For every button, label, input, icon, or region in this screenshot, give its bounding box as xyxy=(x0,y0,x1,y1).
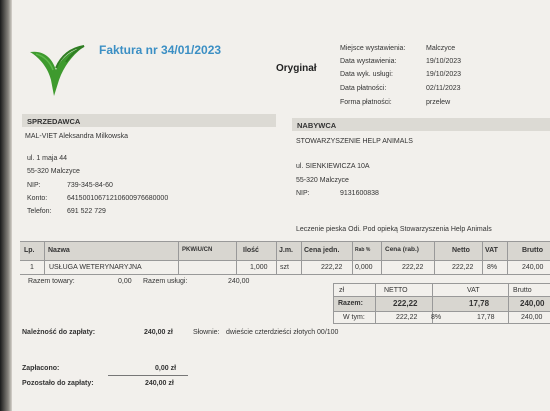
row-net: 222,22 xyxy=(452,264,474,271)
summary-wtym-gross: 240,00 xyxy=(521,314,543,321)
table-line xyxy=(482,241,483,274)
col-header-discount: Rab % xyxy=(355,247,371,253)
seller-account: 64150010671210600976680000 xyxy=(67,195,169,202)
invoice-title: Faktura nr 34/01/2023 xyxy=(99,43,222,57)
remaining-label: Pozostało do zapłaty: xyxy=(22,380,94,387)
col-header-qty: Ilość xyxy=(243,247,259,254)
table-line xyxy=(20,241,550,242)
table-line xyxy=(381,241,382,274)
row-discount: 0,000 xyxy=(355,264,373,271)
meta-value-place: Malczyce xyxy=(426,45,456,52)
col-header-price-after-discount: Cena (rab.) xyxy=(385,246,419,253)
goods-total-value: 0,00 xyxy=(118,278,132,285)
seller-name: MAL-VIET Aleksandra Milkowska xyxy=(25,133,128,140)
buyer-nip-label: NIP: xyxy=(296,190,310,197)
row-name: USŁUGA WETERYNARYJNA xyxy=(49,264,142,271)
row-unit: szt xyxy=(280,264,289,271)
invoice-note: Leczenie pieska Odi. Pod opieką Stowarzyszenia Help Animals xyxy=(296,226,492,233)
seller-street: ul. 1 maja 44 xyxy=(27,155,68,162)
summary-razem-gross: 240,00 xyxy=(520,299,545,308)
col-header-unit-price: Cena jedn. xyxy=(304,247,340,254)
table-line xyxy=(178,241,179,274)
buyer-name: STOWARZYSZENIE HELP ANIMALS xyxy=(296,138,413,145)
services-total-value: 240,00 xyxy=(228,278,250,285)
buyer-heading-bar xyxy=(292,118,550,131)
summary-header-vat: VAT xyxy=(467,287,480,294)
col-header-lp: Lp. xyxy=(24,247,35,254)
goods-total-label: Razem towary: xyxy=(28,278,75,285)
meta-value-issue-date: 19/10/2023 xyxy=(426,58,462,65)
paid-label: Zapłacono: xyxy=(22,365,60,372)
table-line xyxy=(333,283,334,323)
amount-in-words: dwieście czterdzieści złotych 00/100 xyxy=(226,329,339,336)
meta-label-payment-date: Data płatności: xyxy=(340,85,387,92)
summary-razem-label: Razem: xyxy=(338,300,363,307)
table-line xyxy=(333,296,550,297)
row-price-after-discount: 222,22 xyxy=(402,264,424,271)
table-line xyxy=(434,241,435,274)
meta-value-service-date: 19/10/2023 xyxy=(426,71,462,78)
bird-logo-icon xyxy=(26,40,86,100)
table-line xyxy=(276,241,277,274)
amount-due-label: Należność do zapłaty: xyxy=(22,329,96,336)
buyer-heading: NABYWCA xyxy=(297,121,337,130)
col-header-pkwiu: PKWiU/CN xyxy=(182,247,213,253)
col-header-net: Netto xyxy=(452,247,470,254)
table-line xyxy=(333,283,550,284)
col-header-gross: Brutto xyxy=(522,247,543,254)
table-line xyxy=(20,274,550,275)
meta-label-issue-date: Data wystawienia: xyxy=(340,58,397,65)
services-total-label: Razem usługi: xyxy=(143,278,188,285)
table-line xyxy=(375,283,376,323)
seller-city: 55-320 Malczyce xyxy=(27,168,80,175)
summary-header-net: NETTO xyxy=(384,287,408,294)
seller-heading-bar xyxy=(22,114,276,127)
table-line xyxy=(508,283,509,323)
summary-header-gross: Brutto xyxy=(513,287,532,294)
meta-value-payment-form: przelew xyxy=(426,99,451,106)
summary-wtym-rate: 8% xyxy=(431,314,442,321)
table-line xyxy=(352,241,353,274)
seller-phone: 691 522 729 xyxy=(67,208,106,215)
row-vat: 8% xyxy=(487,264,498,271)
buyer-nip: 9131600838 xyxy=(340,190,379,197)
meta-label-place: Miejsce wystawienia: xyxy=(340,45,406,52)
seller-phone-label: Telefon: xyxy=(27,208,52,215)
amount-in-words-label: Słownie: xyxy=(193,329,220,336)
table-line xyxy=(44,241,45,274)
meta-label-service-date: Data wyk. usługi: xyxy=(340,71,393,78)
seller-nip-label: NIP: xyxy=(27,182,41,189)
row-gross: 240,00 xyxy=(522,264,544,271)
table-line xyxy=(236,241,237,274)
col-header-name: Nazwa xyxy=(48,247,70,254)
summary-wtym-vat: 17,78 xyxy=(477,314,495,321)
remaining-value: 240,00 zł xyxy=(145,380,174,387)
original-label: Oryginał xyxy=(276,63,317,74)
col-header-vat: VAT xyxy=(485,247,498,254)
amount-due-value: 240,00 zł xyxy=(144,329,173,336)
buyer-city: 55-320 Malczyce xyxy=(296,177,349,184)
summary-wtym-label: W tym: xyxy=(343,314,365,321)
table-line xyxy=(507,241,508,274)
col-header-unit: J.m. xyxy=(279,247,294,254)
meta-value-payment-date: 02/11/2023 xyxy=(426,85,461,92)
paid-value: 0,00 zł xyxy=(155,365,177,372)
summary-wtym-net: 222,22 xyxy=(396,314,418,321)
row-qty: 1,000 xyxy=(250,264,268,271)
summary-header-currency: zł xyxy=(339,287,345,294)
seller-account-label: Konto: xyxy=(27,195,48,202)
table-line xyxy=(301,241,302,274)
row-unit-price: 222,22 xyxy=(321,264,343,271)
table-line xyxy=(20,260,550,261)
paid-underline xyxy=(108,375,188,376)
meta-label-payment-form: Forma płatności: xyxy=(340,99,392,106)
row-lp: 1 xyxy=(30,264,34,271)
seller-heading: SPRZEDAWCA xyxy=(27,117,81,126)
binding-edge xyxy=(0,0,12,411)
summary-razem-vat: 17,78 xyxy=(469,299,490,308)
summary-razem-net: 222,22 xyxy=(393,299,418,308)
seller-nip: 739-345-84-60 xyxy=(67,182,113,189)
summary-razem-bg xyxy=(333,296,550,311)
table-line xyxy=(333,323,550,324)
table-line xyxy=(333,311,550,312)
buyer-street: ul. SIENKIEWICZA 10A xyxy=(296,163,370,170)
